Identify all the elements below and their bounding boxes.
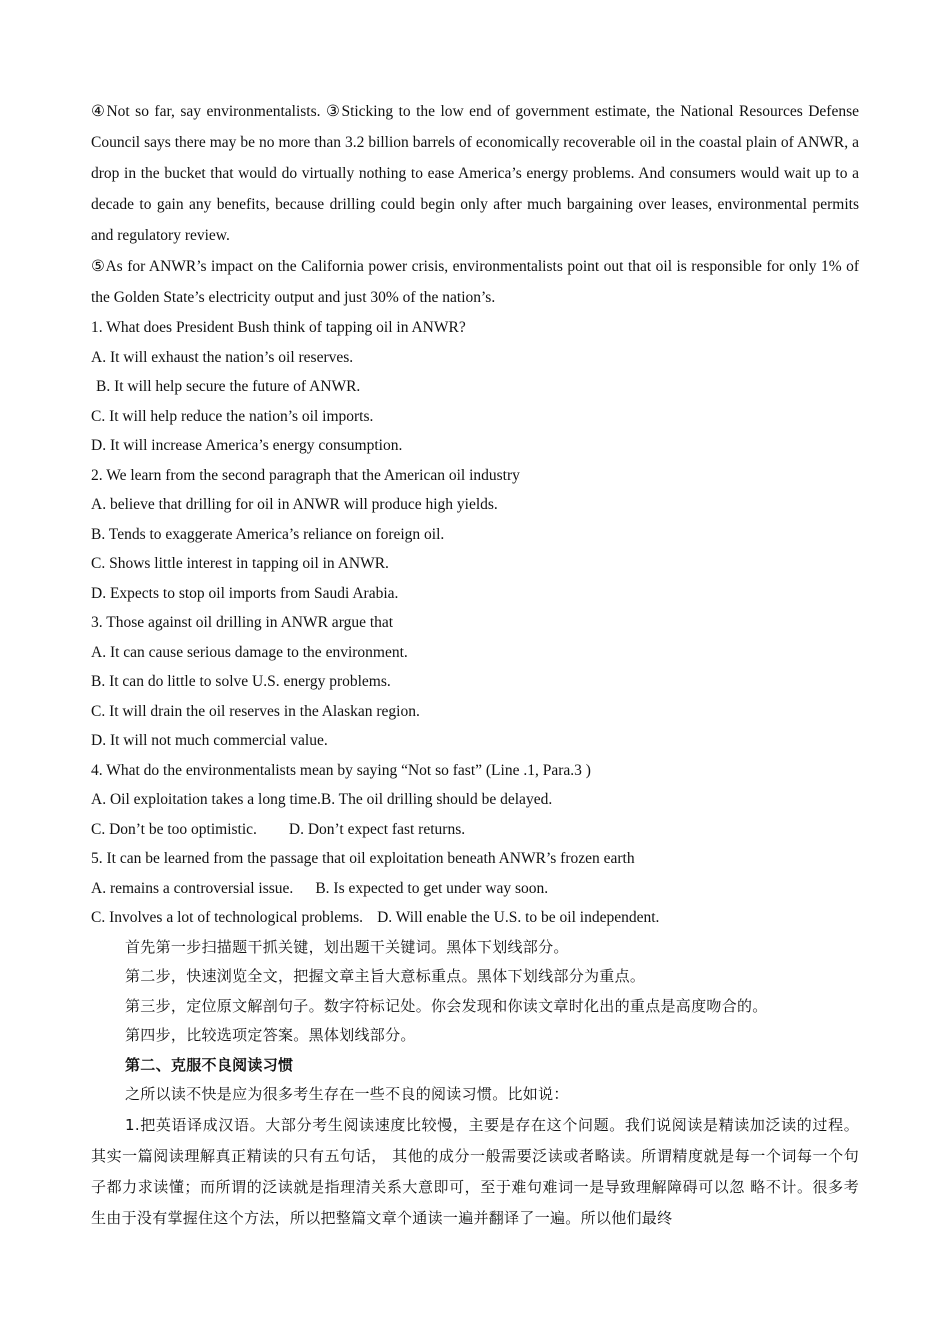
- section-intro: 之所以读不快是应为很多考生存在一些不良的阅读习惯。比如说：: [125, 1085, 569, 1103]
- option-d: D. It will increase America’s energy consumption.: [91, 437, 403, 454]
- option-c: C. Involves a lot of technological problems.: [91, 909, 364, 926]
- option-b: B. Tends to exaggerate America’s reliance on foreign oil.: [91, 525, 445, 543]
- question-3: [91, 608, 859, 756]
- question-5: [91, 844, 859, 933]
- question-stem: 2. We learn from the second paragraph that the American oil industry: [91, 466, 520, 484]
- section-2: [91, 1051, 859, 1234]
- option-a-b: [91, 874, 859, 904]
- option-d: D. It will not much commercial value.: [91, 732, 328, 749]
- question-stem: 4. What do the environmentalists mean by saying “Not so fast” (Line .1, Para.3 ): [91, 761, 591, 779]
- option-d: D. Don’t expect fast returns.: [288, 820, 466, 838]
- option-a: A. remains a controversial issue.: [91, 879, 294, 897]
- step-1: 首先第一步扫描题干抓关键，划出题干关键词。黑体下划线部分。: [125, 937, 569, 956]
- option-c: C. It will help reduce the nation’s oil imports.: [91, 407, 374, 425]
- question-stem: 1. What does President Bush think of tapping oil in ANWR?: [91, 319, 466, 336]
- reading-steps: [91, 933, 859, 1051]
- option-c: C. Don’t be too optimistic.: [91, 820, 257, 838]
- question-4: [91, 756, 859, 845]
- option-a: A. It can cause serious damage to the environment.: [91, 643, 408, 661]
- option-c-d: [91, 815, 859, 845]
- option-c: C. Shows little interest in tapping oil in ANWR.: [91, 555, 389, 572]
- option-b: B. It can do little to solve U.S. energy problems.: [91, 673, 391, 690]
- habit-item-1: 1.把英语译成汉语。大部分考生阅读速度比较慢，主要是存在这个问题。我们说阅读是精读加泛读的过程。其实一篇阅读理解真正精读的只有五句话， 其他的成分一般需要泛读或者略读。所谓精度就是每一个词每一个句子都力求读懂；而所谓的泛读就是指理清关系大意即可，至于难句难词一是导致理解障碍可以忽 略不计。很多考生由于没有掌握住这个方法，所以把整篇文章个通读一遍并翻译了一遍。所以他们最终: [91, 1115, 859, 1227]
- option-b: B. It will help secure the future of ANWR.: [96, 378, 361, 395]
- option-a-b: A. Oil exploitation takes a long time.B. The oil drilling should be delayed.: [91, 791, 553, 808]
- option-b: B. Is expected to get under way soon.: [315, 879, 549, 897]
- option-c-d: [91, 903, 859, 933]
- option-a: A. believe that drilling for oil in ANWR will produce high yields.: [91, 496, 498, 513]
- question-stem: 5. It can be learned from the passage that oil exploitation beneath ANWR’s frozen earth: [91, 850, 635, 867]
- option-d: D. Expects to stop oil imports from Saudi Arabia.: [91, 584, 399, 602]
- option-d: D. Will enable the U.S. to be oil independent.: [377, 909, 660, 926]
- question-1: [91, 313, 859, 461]
- option-c: C. It will drain the oil reserves in the Alaskan region.: [91, 702, 420, 720]
- step-3: 第三步，定位原文解剖句子。数字符标记处。你会发现和你读文章时化出的重点是高度吻合的。: [125, 996, 768, 1015]
- question-stem: 3. Those against oil drilling in ANWR argue that: [91, 614, 394, 631]
- passage-paragraph-5: ⑤As for ANWR’s impact on the California power crisis, environmentalists point out that oil is responsible for only 1% of the Golden State’s electricity output and just 30% of the nation’s.: [91, 258, 859, 306]
- option-a: A. It will exhaust the nation’s oil reserves.: [91, 348, 354, 366]
- question-2: [91, 461, 859, 609]
- step-4: 第四步，比较选项定答案。黑体划线部分。: [125, 1026, 416, 1044]
- step-2: 第二步，快速浏览全文，把握文章主旨大意标重点。黑体下划线部分为重点。: [125, 967, 646, 985]
- passage-paragraph-4: ④Not so far, say environmentalists. ③Sticking to the low end of government estimate, the National Resources Defense Council says there may be no more than 3.2 billion barrels of economically recoverable oil in the coastal plain of ANWR, a drop in the bucket that would do virtually nothing to ease America’s energy problems. And consumers would wait up to a decade to gain any benefits, because drilling could begin only after much bargaining over leases, environmental permits and regulatory review.: [91, 103, 859, 244]
- section-heading: 第二、克服不良阅读习惯: [125, 1055, 294, 1074]
- document-page: [91, 96, 859, 1234]
